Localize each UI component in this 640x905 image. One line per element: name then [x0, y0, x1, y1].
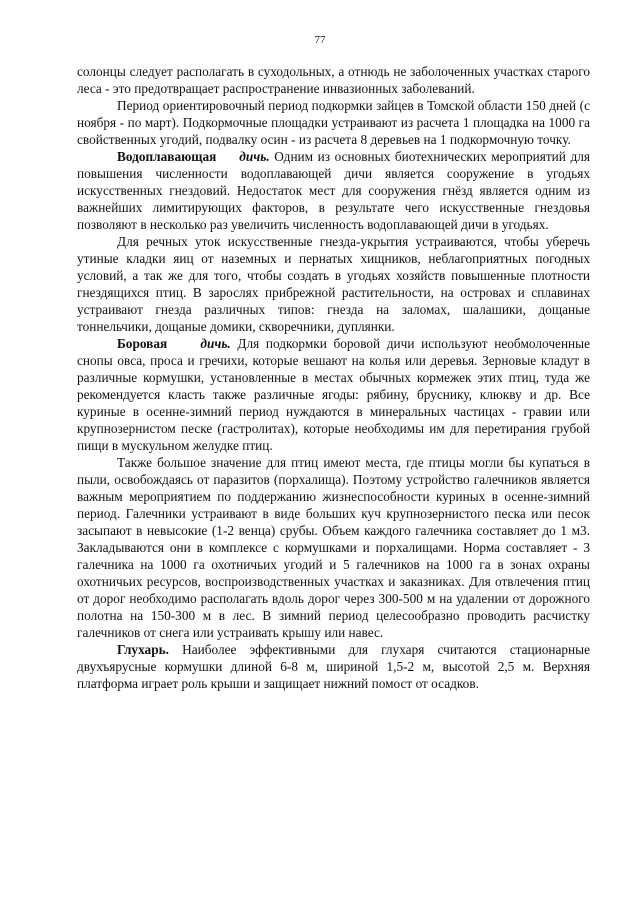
section-heading-text: Водоплавающая	[117, 149, 217, 164]
paragraph-salt-licks	[77, 63, 590, 97]
page-number: 77	[314, 34, 326, 46]
section-heading-text: Боровая	[117, 336, 168, 351]
section-heading-italic: дичь.	[200, 336, 231, 351]
section-heading	[117, 149, 270, 164]
paragraph-capercaillie	[77, 641, 590, 692]
document-body	[77, 63, 590, 692]
paragraph-forest-game	[77, 335, 590, 454]
section-heading	[117, 642, 169, 657]
paragraph-text: Для подкормки боровой дичи используют необмолоченные снопы овса, проса и гречихи, которые вешают на колья или деревья. Зерновые кладут в различные кормушки, установленные в местах обычных кормежек этих птиц, туда же рекомендуется класть также различные ягоды: рябину, бруснику, клюкву и др. Все куриные в осенне-зимний период нуждаются в минеральных частицах - гравии или крупнозернистом песке (гастролитах), которые необходимы им для перетирания грубой пищи в мускульном желудке птиц.	[77, 336, 591, 453]
paragraph-hare-feeding	[77, 97, 590, 148]
paragraph-waterfowl	[77, 148, 590, 233]
paragraph-text: Одним из основных биотехнических мероприятий для повышения численности водоплавающей дичи является сооружение в угодьях искусственных гнездовий. Недостаток мест для сооружения гнёзд является одним из важнейших лимитирующих факторов, в результате чего искусственные гнездовья позволяют в несколько раз увеличить численность водоплавающей дичи в угодьях.	[77, 149, 590, 232]
section-heading-italic: дичь.	[239, 149, 270, 164]
section-heading-text: Глухарь.	[117, 642, 169, 657]
paragraph-gravel-beds	[77, 454, 590, 641]
paragraph-text: солонцы следует располагать в суходольных, а отнюдь не заболоченных участках старого леса - это предотвращает распространение инвазионных заболеваний.	[77, 64, 590, 96]
paragraph-text: Для речных уток искусственные гнезда-укрытия устраиваются, чтобы уберечь утиные кладки яиц от наземных и пернатых хищников, неблагоприятных погодных условий, а так же для того, чтобы создать в угодьях хозяйств повышенные плотности гнездящихся птиц. В зарослях прибрежной растительности, на островах и сплавинах устраивают гнезда различных типов: гнезда на заломах, шалашики, дощаные тоннельчики, дощаные домики, скворечники, дуплянки.	[77, 234, 590, 334]
section-heading	[117, 336, 231, 351]
paragraph-text: Наиболее эффективными для глухаря считаются стационарные двухъярусные кормушки длиной 6-8 м, шириной 1,5-2 м, высотой 2,5 м. Верхняя платформа играет роль крыши и защищает нижний помост от осадков.	[77, 642, 590, 691]
paragraph-text: Период ориентировочный период подкормки зайцев в Томской области 150 дней (с ноября - по март). Подкормочные площадки устраивают из расчета 1 площадка на 1000 га свойственных угодий, подвалку осин - из расчета 8 деревьев на 1 подкормочную точку.	[77, 98, 590, 147]
paragraph-text: Также большое значение для птиц имеют места, где птицы могли бы купаться в пыли, освобождаясь от паразитов (порхалища). Поэтому устройство галечников является важным мероприятием по поддержанию жизнеспособности куриных в осенне-зимний период. Галечники устраивают в виде больших куч крупнозернистого песка или песок засыпают в невысокие (1-2 венца) срубы. Объем каждого галечника составляет до 1 м3. Закладываются они в комплексе с кормушками и порхалищами. Норма составляет - 3 галечника на 1000 га охотничьих угодий и 5 галечников на 1000 га в зонах охраны охотничьих ресурсов, воспроизводственных участках и заказниках. Для отвлечения птиц от дорог необходимо располагать вдоль дорог через 300-500 м на удалении от дорожного полотна на 150-300 м в лес. В зимний период целесообразно проводить расчистку галечников от снега или устраивать крышу или навес.	[77, 455, 590, 640]
paragraph-duck-nests	[77, 233, 590, 335]
